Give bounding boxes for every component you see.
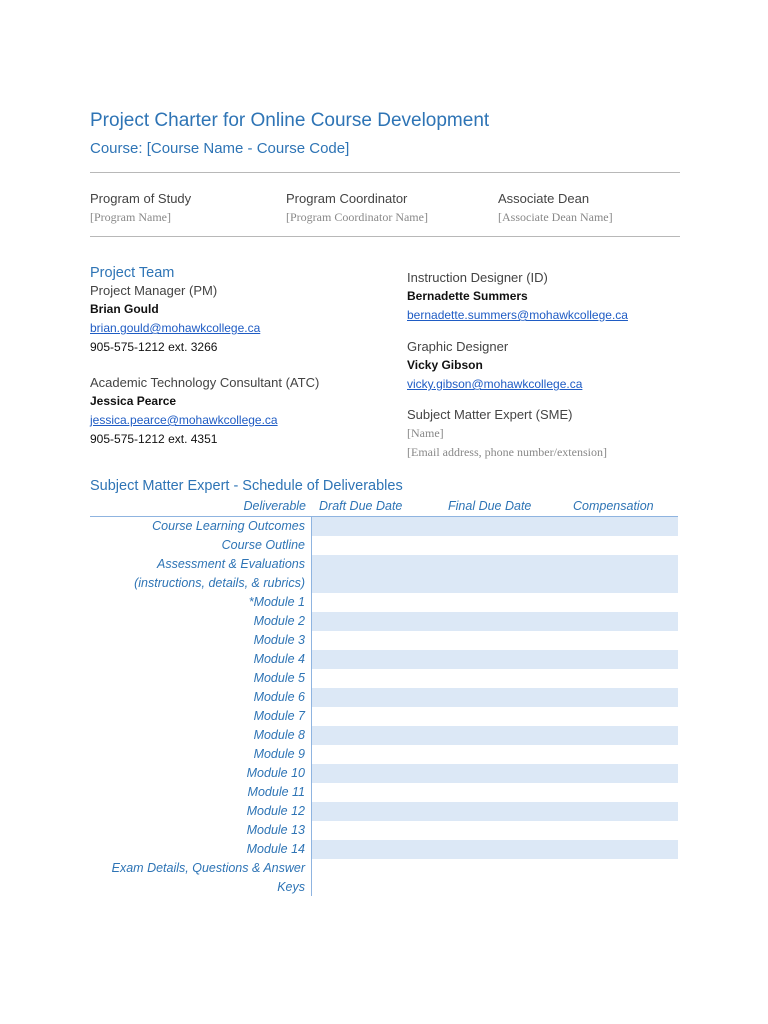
associate-dean-value: [Associate Dean Name]: [498, 210, 613, 224]
table-row-label: Module 12: [246, 804, 305, 818]
pm-name: Brian Gould: [90, 302, 159, 316]
id-email-link[interactable]: bernadette.summers@mohawkcollege.ca: [407, 308, 628, 322]
id-name: Bernadette Summers: [407, 289, 528, 303]
table-column-rule: [311, 517, 312, 896]
table-row-label: Module 5: [253, 671, 305, 685]
course-subtitle: Course: [Course Name - Course Code]: [90, 140, 350, 157]
table-row-band: [312, 802, 678, 821]
sme-name: [Name]: [407, 426, 444, 440]
table-row-label: Course Outline: [221, 538, 305, 552]
table-row-label: Module 7: [253, 709, 305, 723]
atc-phone: 905-575-1212 ext. 4351: [90, 432, 218, 446]
table-row-label: Course Learning Outcomes: [152, 519, 305, 533]
atc-role: Academic Technology Consultant (ATC): [90, 375, 320, 390]
program-of-study-value: [Program Name]: [90, 210, 171, 224]
table-row-band: [312, 840, 678, 859]
pm-role: Project Manager (PM): [90, 283, 218, 298]
table-row-label: Assessment & Evaluations: [157, 557, 305, 571]
table-row-band: [312, 764, 678, 783]
table-row-label: Module 11: [247, 785, 305, 799]
gd-role: Graphic Designer: [407, 339, 509, 354]
associate-dean-label: Associate Dean: [498, 191, 590, 206]
table-row-label: Module 2: [253, 614, 305, 628]
table-row-label: Module 4: [253, 652, 305, 666]
atc-name: Jessica Pearce: [90, 394, 177, 408]
table-row-band: [312, 726, 678, 745]
table-row-label: *Module 1: [248, 595, 305, 609]
project-team-heading: Project Team: [90, 265, 175, 281]
table-row-band: [312, 517, 678, 536]
schedule-title: Subject Matter Expert - Schedule of Deliverables: [90, 478, 403, 494]
table-row-label: Module 13: [246, 823, 305, 837]
col-compensation: Compensation: [573, 499, 654, 513]
project-team-left: [90, 265, 260, 357]
table-row-label: Module 6: [253, 690, 305, 704]
id-role: Instruction Designer (ID): [407, 270, 548, 285]
table-header-rule: [90, 516, 678, 517]
table-row-band: [312, 555, 678, 593]
program-coordinator-value: [Program Coordinator Name]: [286, 210, 428, 224]
col-draft-due-date: Draft Due Date: [319, 499, 403, 513]
program-of-study-label: Program of Study: [90, 191, 192, 206]
table-row-label: Module 10: [246, 766, 305, 780]
table-row-label: Module 9: [253, 747, 305, 761]
table-row-label: Exam Details, Questions & Answer: [111, 861, 305, 875]
program-coordinator-label: Program Coordinator: [286, 191, 408, 206]
table-row-label: Module 3: [253, 633, 305, 647]
pm-email-link[interactable]: brian.gould@mohawkcollege.ca: [90, 321, 261, 335]
gd-name: Vicky Gibson: [407, 358, 483, 372]
table-row-band: [312, 688, 678, 707]
page-title: Project Charter for Online Course Development: [90, 110, 490, 131]
atc-email-link[interactable]: jessica.pearce@mohawkcollege.ca: [90, 413, 278, 427]
table-row-label: (instructions, details, & rubrics): [134, 576, 305, 590]
pm-phone: 905-575-1212 ext. 3266: [90, 340, 218, 354]
table-row-label: Keys: [277, 880, 305, 894]
sme-contact: [Email address, phone number/extension]: [407, 445, 607, 459]
id-block: [407, 268, 628, 325]
gd-email-link[interactable]: vicky.gibson@mohawkcollege.ca: [407, 377, 583, 391]
table-row-band: [312, 650, 678, 669]
program-of-study: [90, 191, 191, 225]
program-coordinator: [286, 191, 428, 225]
table-row-label: Module 14: [246, 842, 305, 856]
header-rule-top: [90, 172, 680, 173]
header-rule-bottom: [90, 236, 680, 237]
sme-block: [407, 405, 607, 462]
col-deliverable: Deliverable: [243, 499, 306, 513]
sme-role: Subject Matter Expert (SME): [407, 407, 573, 422]
table-row-label: Module 8: [253, 728, 305, 742]
col-final-due-date: Final Due Date: [448, 499, 532, 513]
associate-dean: [498, 191, 613, 225]
gd-block: [407, 337, 582, 394]
atc-block: [90, 373, 319, 449]
table-row-band: [312, 612, 678, 631]
